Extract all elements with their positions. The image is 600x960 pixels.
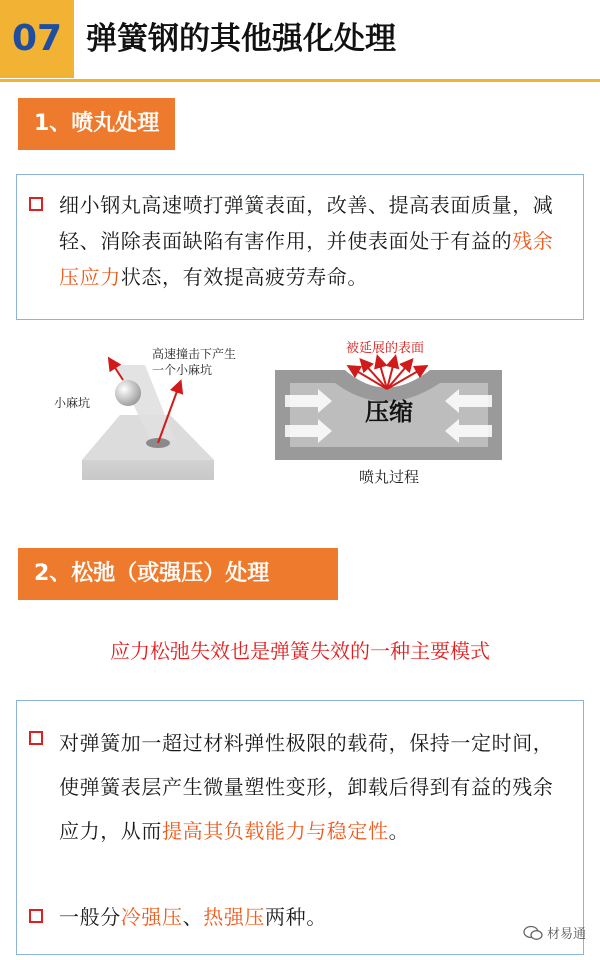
bullet-square-icon <box>29 197 43 211</box>
compression-diagram <box>275 340 502 486</box>
shot-peening-box <box>16 174 584 320</box>
section-tag-shot-peening: 1、喷丸处理 <box>18 98 175 150</box>
label-process: 喷丸过程 <box>358 468 420 486</box>
presetting-types <box>59 899 567 935</box>
steel-shot-ball <box>115 380 141 406</box>
text-segment: 。 <box>388 819 410 843</box>
highlight-capacity-stability: 提高其负载能力与稳定性 <box>162 819 389 843</box>
wechat-icon <box>523 925 543 941</box>
label-pit: 小麻坑 <box>54 396 91 410</box>
highlight-hot-presetting: 热强压 <box>203 905 266 929</box>
text-segment: 、 <box>182 905 204 929</box>
text-segment: 状态，有效提高疲劳寿命。 <box>120 265 369 289</box>
text-segment: 一般分 <box>59 905 121 929</box>
shot-peening-figure <box>0 325 600 495</box>
relaxation-box <box>16 700 584 955</box>
text-segment: 对弹簧加一超过材料弹性极限的载荷，保持一定时间，使弹簧表层产生微量塑性变形，卸载后得到有益的残余应力，从而 <box>59 731 554 843</box>
highlight-cold-presetting: 冷强压 <box>120 905 183 929</box>
text-segment: 细小钢丸高速喷打弹簧表面，改善、提高表面质量，减轻、消除表面缺陷有害作用，并使表面处于有益的 <box>59 193 554 253</box>
watermark-text: 材易通 <box>546 927 586 942</box>
label-compression: 压缩 <box>365 398 413 426</box>
label-high-speed-2: 一个小麻坑 <box>152 363 213 377</box>
relaxation-description <box>59 721 567 853</box>
section-number: 07 <box>0 0 74 78</box>
header-divider <box>0 79 600 82</box>
bullet-square-icon <box>29 909 43 923</box>
bullet-square-icon <box>29 731 43 745</box>
label-stretched-surface: 被延展的表面 <box>346 341 425 356</box>
page-title: 弹簧钢的其他强化处理 <box>86 21 396 57</box>
relaxation-caption: 应力松弛失效也是弹簧失效的一种主要模式 <box>110 639 490 663</box>
impact-diagram <box>54 346 236 480</box>
label-high-speed-1: 高速撞击下产生 <box>152 347 237 361</box>
text-segment: 两种。 <box>265 905 327 929</box>
page-header <box>0 0 600 82</box>
watermark <box>523 923 586 942</box>
section-tag-relaxation: 2、松弛（或强压）处理 <box>18 548 338 600</box>
highlight-residual-stress: 残余压应力 <box>59 229 554 289</box>
shot-peening-description <box>59 187 567 295</box>
